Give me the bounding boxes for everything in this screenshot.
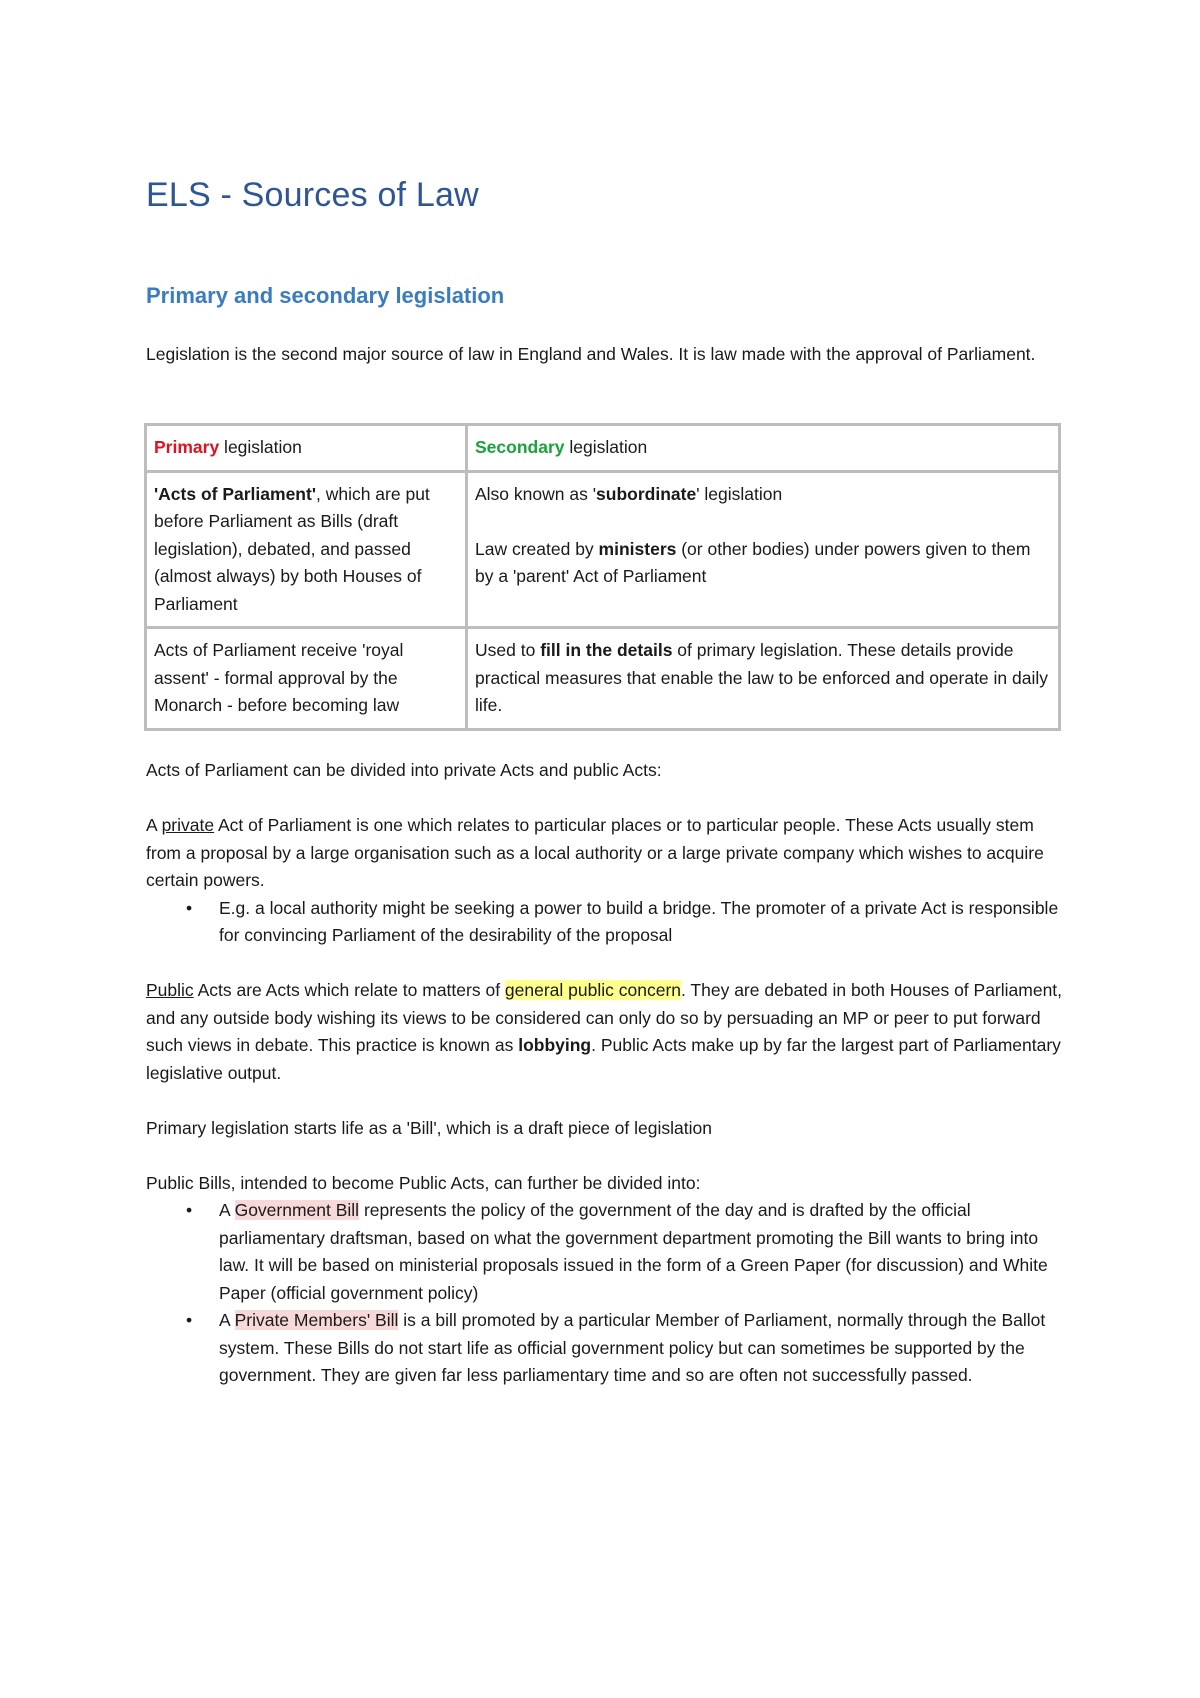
acts-divided-paragraph: Acts of Parliament can be divided into private Acts and public Acts: (146, 760, 662, 780)
text-fragment: (or other bodies) under powers given to them by a 'parent' Act of Parliament (475, 538, 1031, 586)
public-act-paragraph (146, 977, 1066, 1087)
spacer (146, 1087, 1066, 1115)
text-fragment: . They are debated in both Houses of Parliament, and any outside body wishing its views to be considered can only do so by persuading an MP or peer to put forward such views in debate. This practice is known as (146, 980, 1063, 1055)
text-fragment: Also known as ' (475, 483, 597, 504)
list-item (146, 1197, 1066, 1307)
text-fragment: A (219, 1200, 235, 1220)
bullet-icon: • (186, 897, 193, 918)
text-fragment: Used to (475, 640, 541, 660)
spacer (146, 785, 1066, 813)
public-bills-intro: Public Bills, intended to become Public Acts, can further be divided into: (146, 1172, 701, 1193)
secondary-header-cell (467, 425, 1060, 472)
bullet-icon: • (186, 1310, 193, 1330)
table-cell-subordinate (467, 471, 1060, 628)
spacer (475, 508, 1051, 536)
bullet-icon: • (186, 1200, 193, 1220)
text-fragment: . Public Acts make up by far the largest part of Parliamentary legislative output. (146, 1035, 1061, 1083)
private-act-bullets (146, 895, 1066, 950)
table-cell-royal-assent: Acts of Parliament receive 'royal assent' - formal approval by the Monarch - before becoming law (146, 628, 467, 730)
page-title: ELS - Sources of Law (146, 176, 479, 214)
subordinate-term: subordinate (596, 483, 697, 504)
ministers-line (475, 536, 1051, 591)
private-members-bill-highlight: Private Members' Bill (234, 1310, 399, 1330)
list-item (146, 1307, 1066, 1390)
intro-paragraph: Legislation is the second major source of law in England and Wales. It is law made with the approval of Parliament. (146, 344, 1036, 364)
primary-header-suffix: legislation (219, 437, 302, 457)
bullet-text: E.g. a local authority might be seeking a power to build a bridge. The promoter of a private Act is responsible for convincing Parliament of the desirability of the proposal (219, 897, 1059, 945)
section-heading: Primary and secondary legislation (146, 283, 505, 308)
private-term: private (161, 815, 215, 835)
primary-header-cell (146, 425, 467, 472)
text-fragment: Acts are Acts which relate to matters of (193, 980, 505, 1000)
list-item (146, 895, 1066, 950)
spacer (146, 1142, 1066, 1170)
text-fragment: represents the policy of the government of the day and is drafted by the official parliamentary draftsman, based on what the government department promoting the Bill wants to bring into law. It will be based on ministerial proposals issued in the form of a Green Paper (for discussion) and White Paper (official government policy) (219, 1200, 1048, 1303)
body-content (146, 757, 1066, 1390)
government-bill-highlight: Government Bill (234, 1200, 360, 1220)
legislation-comparison-table (144, 423, 1061, 731)
acts-of-parliament-term: 'Acts of Parliament' (154, 483, 316, 504)
fill-details-term: fill in the details (540, 640, 673, 660)
text-fragment: Law created by (475, 538, 599, 559)
text-fragment: A (219, 1310, 235, 1330)
text-fragment: ' legislation (696, 483, 783, 504)
private-act-paragraph (146, 812, 1066, 895)
table-header-row (146, 425, 1060, 472)
public-bills-bullets (146, 1197, 1066, 1390)
secondary-header-suffix: legislation (564, 437, 648, 457)
text-fragment: Act of Parliament is one which relates to particular places or to particular people. These Acts usually stem from a proposal by a large organisation such as a local authority or a large private company which wishes to acquire certain powers. (146, 815, 1044, 890)
general-public-concern-highlight: general public concern (504, 980, 682, 1000)
text-fragment: of primary legislation. These details provide practical measures that enable the law to be enforced and operate in daily life. (475, 640, 1048, 715)
table-cell-details (467, 628, 1060, 730)
ministers-term: ministers (598, 538, 677, 559)
acts-description: , which are put before Parliament as Bills (draft legislation), debated, and passed (almost always) by both Houses of Parliament (154, 483, 430, 614)
bill-paragraph: Primary legislation starts life as a 'Bill', which is a draft piece of legislation (146, 1117, 712, 1138)
spacer (146, 950, 1066, 978)
secondary-label: Secondary (475, 437, 565, 457)
text-fragment: is a bill promoted by a particular Member of Parliament, normally through the Ballot system. These Bills do not start life as official government policy but can sometimes be supported by the government. They are given far less parliamentary time and so are often not successfully passed. (219, 1310, 1046, 1385)
lobbying-term: lobbying (518, 1035, 592, 1055)
public-term: Public (146, 980, 194, 1000)
table-row (146, 628, 1060, 730)
table-row (146, 471, 1060, 628)
text-fragment: A (146, 815, 162, 835)
table-cell-acts (146, 471, 467, 628)
subordinate-line (475, 481, 1051, 509)
primary-label: Primary (154, 437, 220, 457)
